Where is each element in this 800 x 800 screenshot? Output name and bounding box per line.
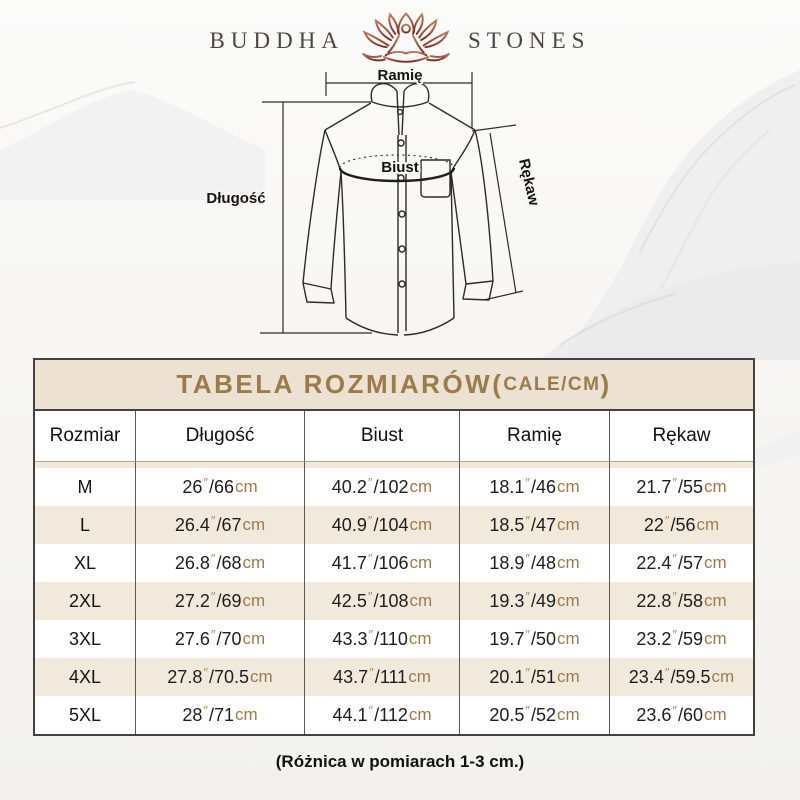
measurement-cell: 20.1 ″ / 51 cm [459,658,609,696]
measurement-cell: 23.4 ″ / 59.5 cm [609,658,753,696]
measurement-cell: 27.2 ″ / 69 cm [135,582,304,620]
measurement-cell: 26 ″ / 66 cm [135,468,304,506]
measurement-cell: 26.8 ″ / 68 cm [135,544,304,582]
measurement-cell: 22.8 ″ / 58 cm [609,582,753,620]
measurement-cell: 23.6 ″ / 60 cm [609,696,753,734]
measurement-cell: 22 ″ / 56 cm [609,506,753,544]
measurement-cell: 18.9 ″ / 48 cm [459,544,609,582]
length-dimension-label: Długość [206,190,266,207]
measurement-cell: 40.2 ″ / 102 cm [304,468,459,506]
size-label: 3XL [68,628,102,649]
table-title: TABELA ROZMIARÓW( [176,369,504,399]
shirt-outline [303,84,493,335]
size-label: 4XL [35,658,135,696]
measurement-cell: 21.7 ″ / 55 cm [609,468,753,506]
measurement-cell: 42.5 ″ / 108 cm [304,582,459,620]
table-title-close: ) [600,369,612,399]
measurement-cell: 19.7 ″ / 50 cm [459,620,609,658]
column-header-ramie: Ramię [459,411,609,461]
brand-name-right: STONES [467,28,591,53]
measurement-cell: 18.1 ″ / 46 cm [459,468,609,506]
size-table-grid [35,411,753,734]
dimension-lines [260,72,523,333]
separator-strip [135,461,304,468]
measurement-cell: 44.1 ″ / 112 cm [304,696,459,734]
column-header-rekaw: Rękaw [609,411,753,461]
measurement-cell: 20.5 ″ / 52 cm [459,696,609,734]
separator-strip [35,461,135,468]
size-label: M [77,476,93,497]
table-title-unit: CALE/CM [503,373,601,395]
size-table-title-bar [35,360,753,411]
shoulder-dimension-label: Ramię [377,67,423,84]
measurement-cell: 43.7 ″ / 111 cm [304,658,459,696]
sleeve-dimension-label: Rękaw [515,157,543,208]
size-label: 5XL [68,704,102,725]
column-header-rozmiar: Rozmiar [35,411,135,461]
measurement-cell: 18.5 ″ / 47 cm [459,506,609,544]
brand-name-left: BUDDHA [209,28,344,53]
lotus-meditation-icon [360,10,452,72]
column-header-biust: Biust [304,411,459,461]
measurement-cell: 23.2 ″ / 59 cm [609,620,753,658]
measurement-cell: 40.9 ″ / 104 cm [304,506,459,544]
size-label: 2XL [35,582,135,620]
size-label: XL [73,552,97,573]
size-label: L [35,506,135,544]
separator-strip [459,461,609,468]
measurement-cell: 28 ″ / 71 cm [135,696,304,734]
bust-dimension-label: Biust [381,159,419,176]
separator-strip [609,461,753,468]
measurement-cell: 27.6 ″ / 70 cm [135,620,304,658]
measurement-cell: 41.7 ″ / 106 cm [304,544,459,582]
measurement-cell: 26.4 ″ / 67 cm [135,506,304,544]
brand-logo [0,10,800,72]
size-table [33,358,755,736]
measurement-cell: 22.4 ″ / 57 cm [609,544,753,582]
column-header-dlugosc: Długość [135,411,304,461]
separator-strip [304,461,459,468]
tolerance-note: (Różnica w pomiarach 1-3 cm.) [275,752,525,771]
measurement-cell: 19.3 ″ / 49 cm [459,582,609,620]
measurement-cell: 43.3 ″ / 110 cm [304,620,459,658]
measurement-cell: 27.8 ″ / 70.5 cm [135,658,304,696]
